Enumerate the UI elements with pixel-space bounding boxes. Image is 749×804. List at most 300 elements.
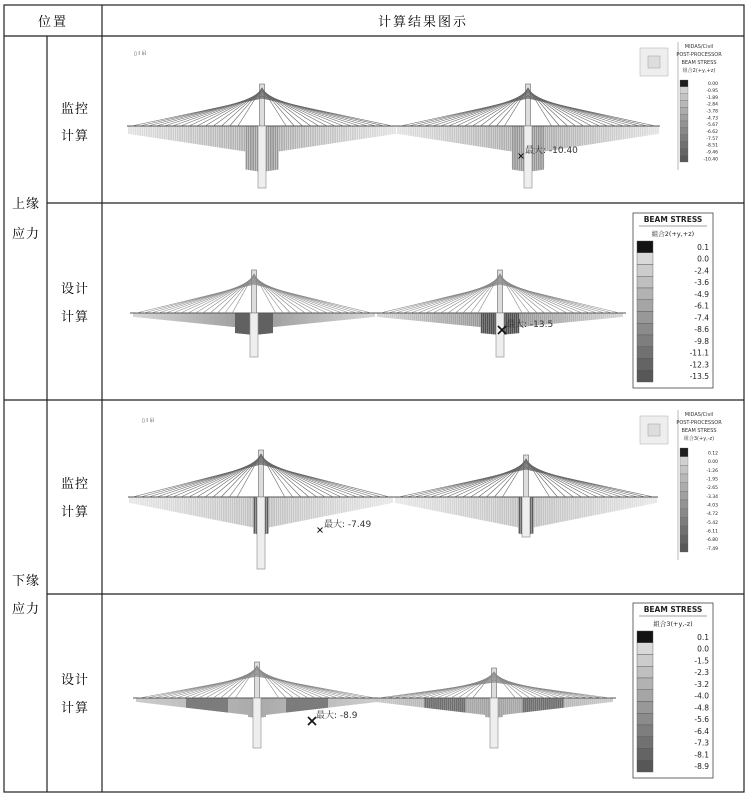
stress-bar	[330, 497, 332, 515]
legend-swatch	[680, 474, 688, 483]
stress-bar	[308, 497, 310, 519]
lower-design-label-2: 计算	[60, 701, 90, 716]
stress-bar	[159, 126, 161, 139]
stress-bar	[456, 126, 458, 143]
stress-bar	[244, 698, 246, 715]
stress-bar	[612, 126, 614, 141]
stress-bar	[197, 313, 199, 323]
stress-bar	[210, 497, 212, 519]
max-marker	[318, 518, 372, 533]
legend-swatch	[680, 142, 688, 149]
stress-bar	[534, 497, 536, 527]
stress-legend	[633, 603, 713, 778]
stress-bar	[514, 497, 516, 527]
stress-bar	[436, 313, 438, 323]
stress-bar	[385, 497, 387, 504]
stress-bar	[587, 313, 589, 320]
stress-bar	[568, 126, 570, 148]
stress-bar	[605, 313, 607, 319]
stress-bar	[623, 497, 625, 510]
stress-bar	[442, 698, 444, 710]
stress-bar	[204, 698, 206, 710]
stress-bar	[334, 698, 336, 707]
stress-bar	[311, 313, 313, 323]
bridge-diagram	[394, 455, 658, 537]
stay-cable	[262, 97, 384, 126]
stress-bar	[443, 126, 445, 141]
stress-bar	[423, 497, 425, 509]
stress-bar	[264, 698, 266, 717]
stress-bar	[464, 126, 466, 144]
stress-bar	[481, 698, 483, 715]
stress-bar	[609, 126, 611, 141]
stress-bar	[162, 497, 164, 510]
stress-bar	[251, 497, 253, 527]
stress-bar	[315, 497, 317, 518]
stress-bar	[625, 126, 627, 139]
stress-bar	[462, 698, 464, 712]
stress-bar	[434, 126, 436, 140]
stress-bar	[319, 126, 321, 145]
stress-bar	[432, 497, 434, 510]
stress-bar	[376, 126, 378, 137]
header-position: 位置	[37, 15, 69, 30]
stress-bar	[551, 497, 553, 524]
stress-bar	[348, 698, 350, 705]
tower	[492, 668, 497, 698]
stress-bar	[146, 126, 148, 137]
stress-bar	[234, 497, 236, 524]
stress-bar	[475, 313, 477, 327]
bridge-diagram	[374, 270, 626, 357]
stress-bar	[247, 497, 249, 526]
stress-bar	[165, 313, 167, 320]
stress-bar	[605, 698, 607, 703]
legend-swatch	[680, 101, 688, 108]
stress-bar	[464, 698, 466, 713]
stay-cable	[436, 676, 494, 698]
stress-bar	[534, 698, 536, 711]
stress-bar	[562, 313, 564, 323]
stress-bar	[211, 313, 213, 325]
stress-bar	[586, 698, 588, 705]
stress-bar	[249, 497, 251, 527]
stress-bar	[150, 126, 152, 137]
legend-value: -6.1	[694, 301, 709, 311]
stress-bar	[184, 698, 186, 708]
legend-value: 0.1	[697, 632, 709, 642]
stress-bar	[308, 126, 310, 147]
stress-bar	[206, 497, 208, 518]
stress-bar	[381, 313, 383, 317]
stress-bar	[297, 126, 299, 149]
stress-bar	[367, 497, 369, 508]
stress-bar	[175, 126, 177, 141]
stress-bar	[278, 497, 280, 526]
stress-bar	[325, 126, 327, 144]
stress-bar	[588, 698, 590, 705]
stress-bar	[225, 313, 227, 326]
stress-bar	[202, 698, 204, 710]
legend-title: BEAM STRESS	[643, 215, 703, 224]
stress-bar	[283, 126, 285, 151]
stress-bar	[365, 497, 367, 508]
stress-bar	[188, 126, 190, 143]
stress-bar	[212, 126, 214, 147]
stress-bar	[303, 313, 305, 324]
stress-bar	[243, 313, 245, 334]
stress-bar	[136, 698, 138, 702]
stress-bar	[616, 497, 618, 511]
stress-bar	[655, 126, 657, 134]
stress-bar	[501, 698, 503, 717]
stress-bar	[631, 126, 633, 138]
stress-bar	[320, 698, 322, 709]
stress-bar	[595, 698, 597, 704]
legend-swatch	[680, 483, 688, 492]
stress-bar	[160, 497, 162, 509]
stress-bar	[393, 313, 395, 319]
stress-bar	[199, 126, 201, 145]
stress-bar	[317, 313, 319, 323]
stress-bar	[489, 313, 491, 334]
stress-bar	[135, 313, 137, 317]
stress-bar	[430, 497, 432, 510]
stress-bar	[358, 698, 360, 704]
stress-bar	[144, 698, 146, 703]
stress-bar	[145, 313, 147, 318]
stress-bar	[401, 698, 403, 705]
legend-value: -4.03	[706, 503, 718, 509]
stress-bar	[137, 313, 139, 317]
stress-bar	[406, 497, 408, 505]
stress-bar	[236, 497, 238, 524]
stress-bar	[560, 313, 562, 323]
legend-value: -7.49	[706, 546, 718, 552]
stress-bar	[540, 497, 542, 526]
stress-bar	[267, 497, 269, 534]
stress-bar	[442, 313, 444, 323]
stress-bar	[353, 313, 355, 319]
stay-cable	[257, 671, 330, 698]
stress-bar	[418, 313, 420, 321]
stress-bar	[369, 497, 371, 507]
stress-bar	[222, 698, 224, 712]
stress-bar	[426, 698, 428, 708]
stress-bar	[395, 497, 397, 503]
legend-value: -10.40	[703, 157, 718, 163]
stress-bar	[475, 497, 477, 519]
stress-bar	[560, 698, 562, 708]
stay-cable	[140, 97, 262, 126]
stress-bar	[216, 497, 218, 520]
stress-bar	[558, 497, 560, 523]
stress-bar	[453, 126, 455, 143]
stress-bar	[407, 698, 409, 706]
stress-bar	[597, 497, 599, 515]
stress-bar	[141, 126, 143, 136]
stress-bar	[166, 497, 168, 510]
stress-bar	[152, 126, 154, 138]
stress-legend	[640, 42, 722, 170]
stress-bar	[288, 497, 290, 523]
legend-swatch	[637, 760, 653, 772]
stress-bar	[516, 126, 518, 170]
stress-bar	[337, 313, 339, 321]
legend-header-line: 組合3(+y,-z)	[683, 436, 715, 442]
stress-bar	[395, 698, 397, 704]
stress-bar	[640, 126, 642, 137]
stress-bar	[369, 313, 371, 317]
stress-bar	[653, 126, 655, 135]
bridge-diagram	[372, 668, 616, 748]
stress-bar	[562, 698, 564, 708]
stress-bar	[383, 126, 385, 136]
stress-bar	[411, 698, 413, 706]
stress-bar	[250, 126, 252, 170]
stress-bar	[332, 698, 334, 707]
stress-bar	[473, 497, 475, 519]
stress-bar	[619, 313, 621, 317]
stay-cable	[500, 284, 620, 313]
stress-bar	[576, 698, 578, 706]
stress-bar	[268, 698, 270, 715]
stress-bar	[380, 497, 382, 505]
stress-bar	[616, 126, 618, 140]
stress-bar	[635, 126, 637, 137]
stress-bar	[174, 698, 176, 706]
stress-bar	[582, 698, 584, 706]
stress-bar	[284, 698, 286, 713]
stress-bar	[454, 497, 456, 515]
stress-bar	[240, 497, 242, 525]
legend-swatch	[637, 359, 653, 371]
stay-cable	[254, 282, 349, 313]
stress-bar	[290, 698, 292, 712]
stress-bar	[334, 126, 336, 143]
legend-value: -3.34	[706, 494, 718, 500]
stress-bar	[305, 126, 307, 147]
stress-bar	[508, 126, 510, 151]
stress-bar	[607, 497, 609, 513]
stress-bar	[147, 497, 149, 506]
stay-cable	[262, 98, 392, 126]
stress-bar	[239, 313, 241, 334]
stress-bar	[449, 126, 451, 142]
stress-bar	[441, 497, 443, 512]
stress-bar	[349, 313, 351, 319]
stay-cable	[528, 97, 647, 126]
stress-bar	[275, 313, 277, 327]
stress-bar	[294, 698, 296, 712]
stress-bar	[589, 313, 591, 320]
stress-bar	[227, 497, 229, 523]
stress-bar	[405, 698, 407, 706]
stress-bar	[203, 313, 205, 324]
stress-bar	[138, 497, 140, 505]
stress-bar	[452, 313, 454, 324]
stress-bar	[246, 698, 248, 715]
stress-bar	[529, 698, 531, 712]
stress-bar	[493, 313, 495, 334]
stress-bar	[164, 126, 166, 139]
stay-cable	[261, 463, 381, 497]
stress-bar	[383, 313, 385, 318]
stay-cable	[141, 463, 261, 497]
legend-swatch	[637, 713, 653, 725]
stress-bar	[168, 698, 170, 706]
stress-bar	[228, 698, 230, 713]
stress-bar	[499, 698, 501, 717]
stress-bar	[180, 698, 182, 707]
stress-bar	[410, 313, 412, 320]
stress-bar	[186, 126, 188, 143]
stay-cable	[257, 672, 338, 698]
stress-bar	[447, 126, 449, 142]
stress-bar	[584, 497, 586, 517]
stress-bar	[375, 698, 377, 702]
stress-bar	[588, 497, 590, 516]
stress-bar	[605, 497, 607, 513]
stress-bar	[513, 698, 515, 714]
stay-cable	[176, 672, 257, 698]
stress-bar	[155, 313, 157, 319]
stress-bar	[143, 313, 145, 318]
stress-bar	[169, 313, 171, 321]
stress-bar	[212, 698, 214, 711]
stress-bar	[627, 126, 629, 139]
stress-bar	[330, 698, 332, 707]
stress-bar	[333, 313, 335, 321]
stress-bar	[186, 497, 188, 514]
stress-bar	[230, 698, 232, 713]
stress-bar	[195, 126, 197, 144]
stress-bar	[404, 497, 406, 505]
stress-bar	[128, 126, 130, 134]
stress-bar	[480, 497, 482, 520]
legend-value: -8.1	[694, 750, 709, 760]
stress-bar	[354, 497, 356, 510]
stress-bar	[469, 126, 471, 145]
stress-bar	[570, 126, 572, 147]
stress-bar	[471, 313, 473, 326]
stress-bar	[583, 126, 585, 145]
stress-bar	[615, 313, 617, 318]
stress-bar	[428, 313, 430, 322]
stress-bar	[503, 698, 505, 715]
lower-label-2: 应力	[11, 602, 41, 617]
stress-bar	[432, 126, 434, 139]
upper-design-label-2: 计算	[60, 310, 90, 325]
stress-bar	[448, 313, 450, 324]
stay-cable	[494, 677, 559, 698]
stress-bar	[350, 126, 352, 141]
stress-bar	[519, 698, 521, 713]
stress-bar	[423, 126, 425, 138]
stress-bar	[414, 698, 416, 707]
stress-bar	[227, 313, 229, 326]
stress-bar	[387, 313, 389, 318]
stress-bar	[538, 497, 540, 526]
stress-bar	[185, 313, 187, 322]
stress-bar	[410, 497, 412, 506]
stress-bar	[363, 126, 365, 139]
upper-label-1: 上缘	[11, 197, 41, 212]
stress-bar	[164, 698, 166, 705]
stress-bar	[310, 497, 312, 519]
stress-bar	[603, 313, 605, 319]
legend-value: -6.4	[694, 726, 709, 736]
stress-bar	[438, 497, 440, 512]
legend-swatch	[680, 500, 688, 509]
stress-bar	[151, 497, 153, 507]
stress-bar	[243, 126, 245, 151]
stress-bar	[321, 497, 323, 517]
stress-bar	[288, 698, 290, 712]
stress-bar	[356, 497, 358, 510]
stress-bar	[218, 698, 220, 712]
stress-bar	[418, 698, 420, 707]
stress-bar	[312, 698, 314, 709]
stress-bar	[568, 313, 570, 322]
stress-bar	[308, 698, 310, 710]
stress-bar	[550, 698, 552, 709]
legend-swatch	[680, 128, 688, 135]
stress-bar	[170, 126, 172, 140]
bridge-diagram	[396, 84, 660, 188]
stress-bar	[354, 698, 356, 705]
stress-bar	[591, 698, 593, 704]
stress-bar	[347, 313, 349, 320]
stress-bar	[166, 698, 168, 706]
stress-bar	[389, 313, 391, 318]
stress-bar	[566, 698, 568, 707]
legend-header-line: MIDAS/Civil	[684, 412, 714, 418]
stress-bar	[360, 698, 362, 704]
stress-bar	[153, 313, 155, 319]
stress-bar	[148, 698, 150, 703]
stress-bar	[272, 126, 274, 170]
stress-bar	[486, 126, 488, 148]
stress-bar	[430, 126, 432, 139]
stay-cable	[422, 677, 494, 698]
stress-bar	[172, 698, 174, 706]
stress-bar	[511, 698, 513, 714]
legend-value: -1.5	[694, 656, 709, 666]
stay-cable	[494, 678, 573, 698]
legend-value: 0.0	[697, 644, 709, 654]
stress-bar	[343, 497, 345, 513]
stay-cable	[401, 98, 528, 126]
stress-bar	[277, 313, 279, 327]
stress-bar	[419, 497, 421, 508]
stress-bar	[601, 313, 603, 319]
stress-bar	[417, 497, 419, 507]
legend-swatch	[637, 737, 653, 749]
stay-cable	[494, 676, 552, 698]
stress-bar	[164, 497, 166, 510]
stress-bar	[596, 126, 598, 143]
stress-bar	[220, 698, 222, 712]
stress-bar	[242, 698, 244, 714]
stay-cable	[132, 98, 262, 126]
stress-bar	[139, 126, 141, 136]
stress-bar	[283, 313, 285, 326]
pier	[253, 698, 261, 748]
stress-bar	[212, 497, 214, 519]
lower-design-panel	[133, 603, 713, 778]
stress-bar	[345, 126, 347, 141]
